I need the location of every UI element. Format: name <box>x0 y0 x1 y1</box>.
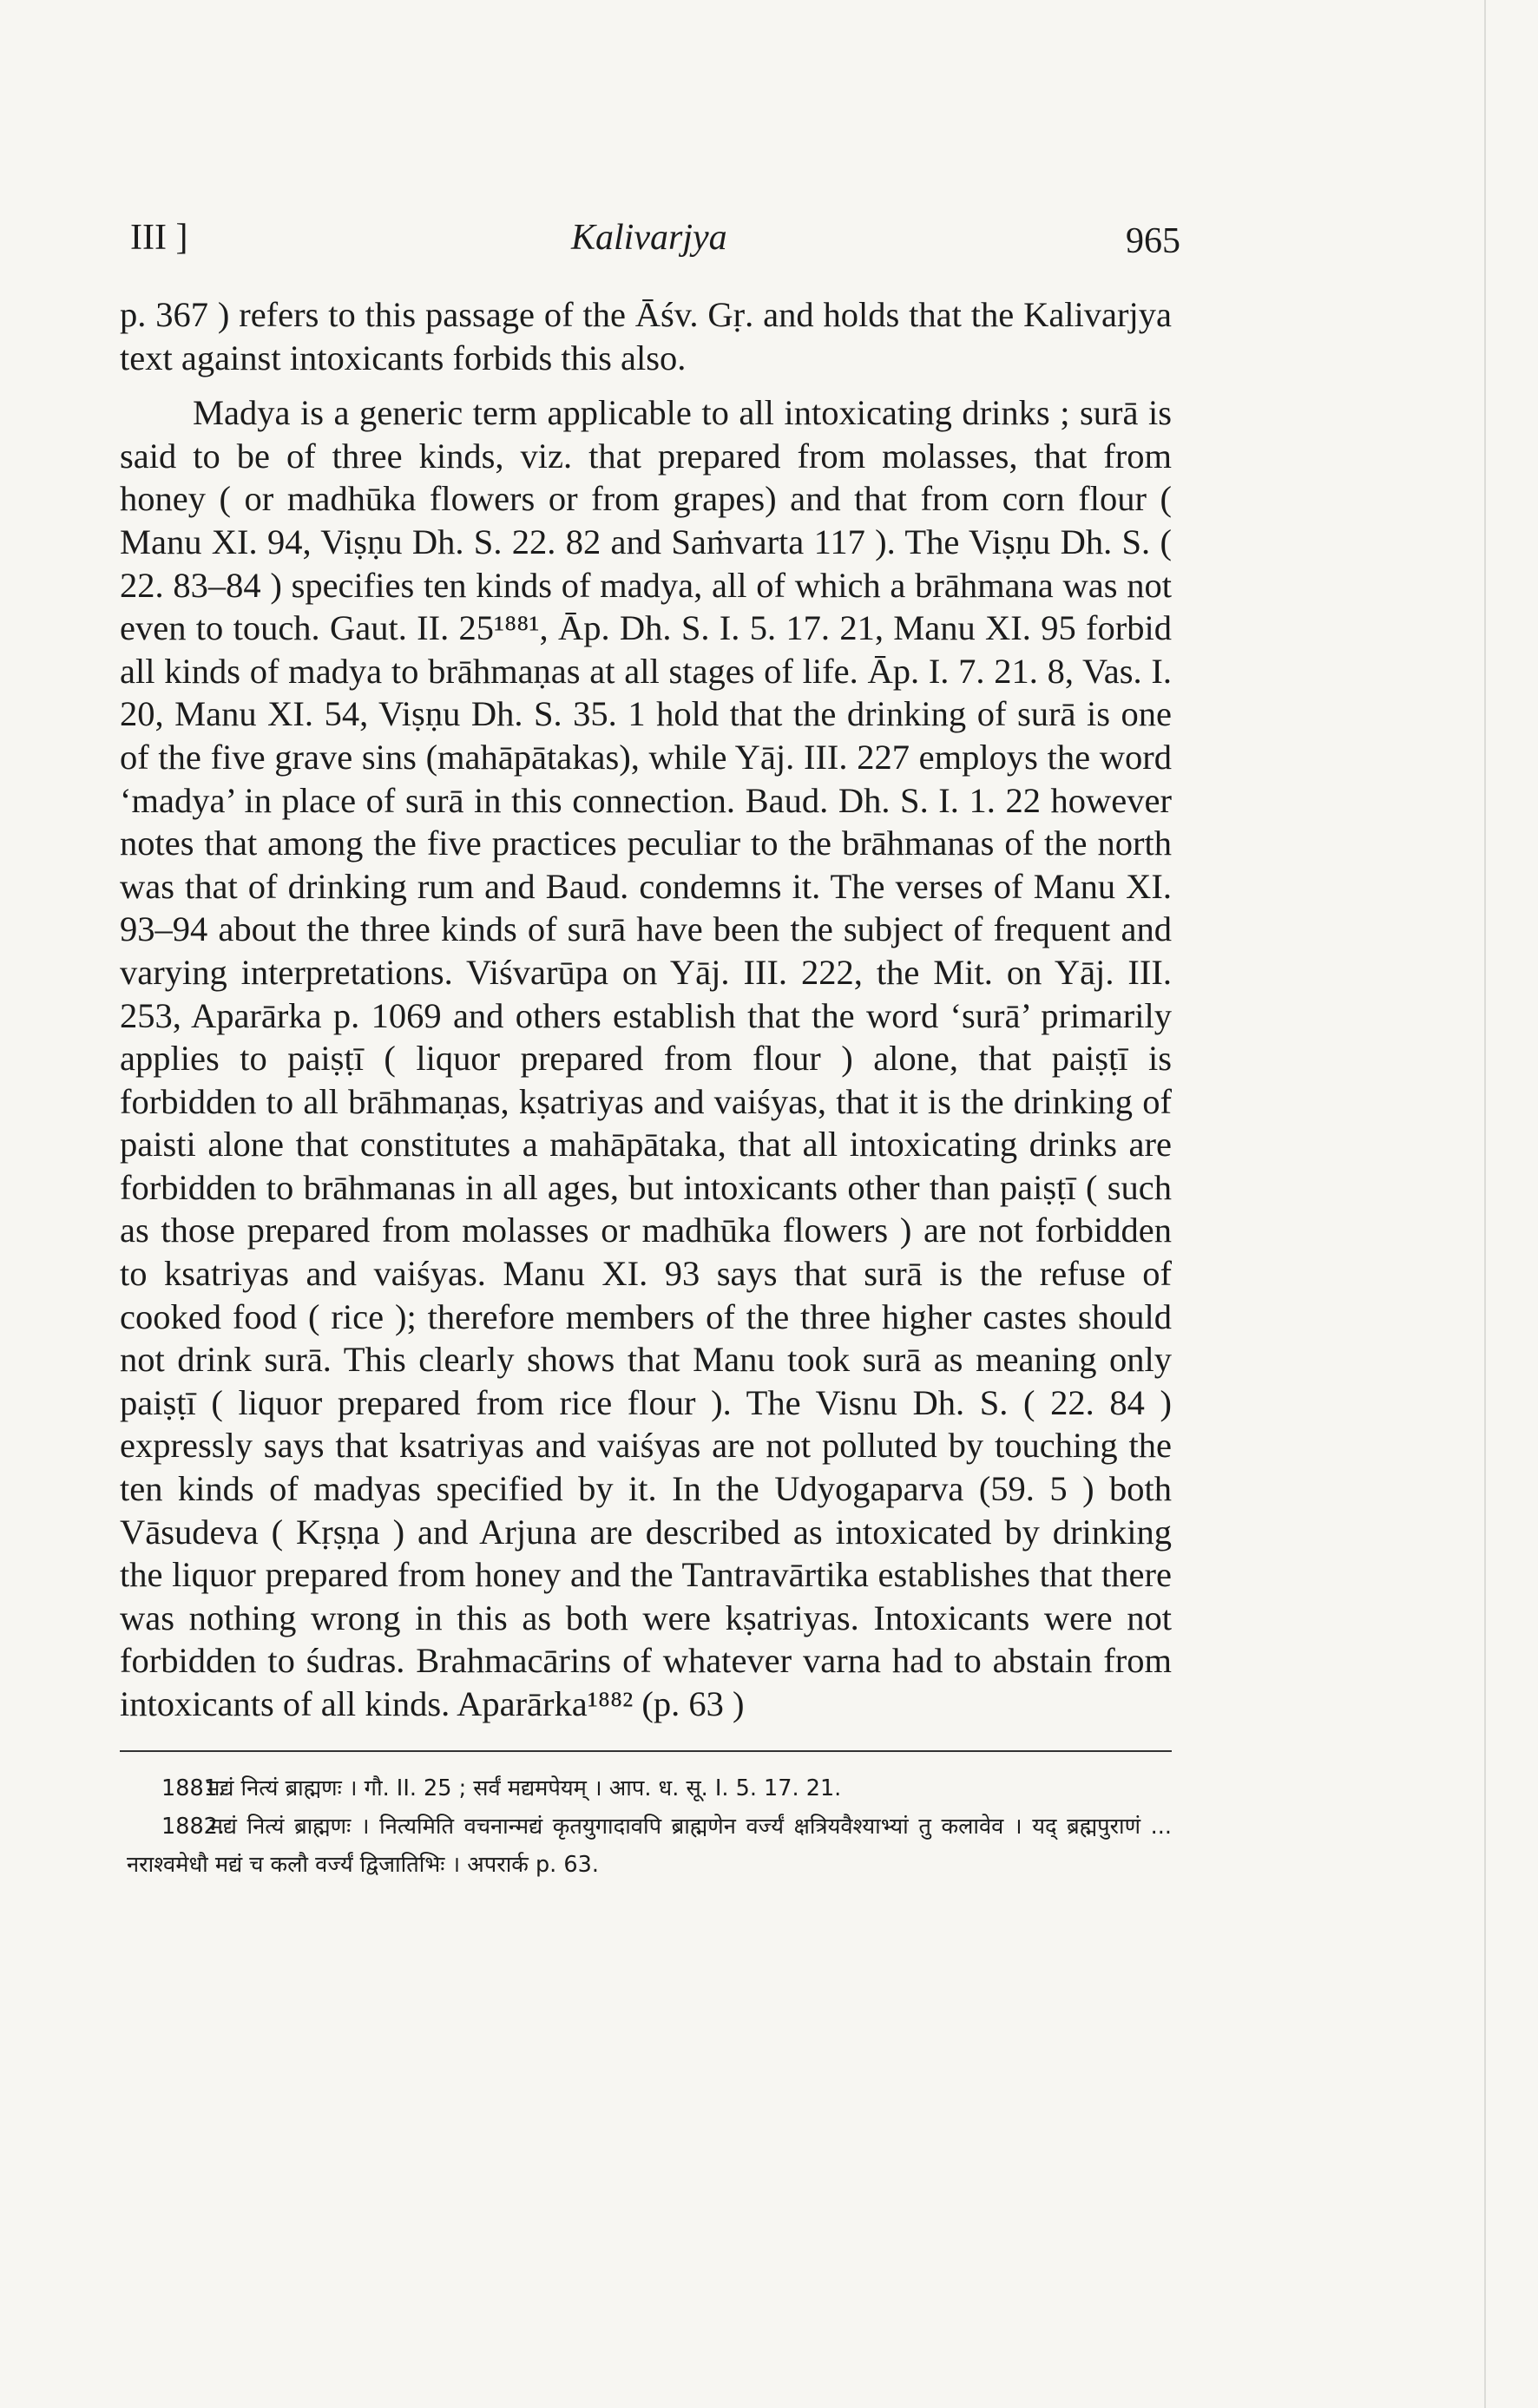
footnotes <box>120 1769 1172 1884</box>
footnote-text: मद्यं नित्यं ब्राह्मणः । नित्यमिति वचनान्मद्यं कृतयुगादावपि ब्राह्मणेन वर्ज्यं क्षत्रियवैश्याभ्यां तु कलावेव । यद् ब्रह्मपुराणं ... नराश्वमेधौ मद्यं च कलौ वर्ज्यं द्विजातिभिः । अपरार्क p. 63. <box>127 1813 1172 1878</box>
running-title: Kalivarjya <box>571 218 727 258</box>
paragraph-madya: Madya is a generic term applicable to all intoxicating drinks ; surā is said to be of three kinds, viz. that prepared from molasses, that from honey ( or madhūka flowers or from grapes) and that from corn flour ( Manu XI. 94, Viṣṇu Dh. S. 22. 82 and Saṁvarta 117 ). The Viṣṇu Dh. S. ( 22. 83–84 ) specifies ten kinds of madya, all of which a brāhmana was not even to touch. Gaut. II. 25¹⁸⁸¹, Āp. Dh. S. I. 5. 17. 21, Manu XI. 95 forbid all kinds of madya to brāhmaṇas at all stages of life. Āp. I. 7. 21. 8, Vas. I. 20, Manu XI. 54, Viṣṇu Dh. S. 35. 1 hold that the drinking of surā is one of the five grave sins (mahāpātakas), while Yāj. III. 227 employs the word ‘madya’ in place of surā in this connection. Baud. Dh. S. I. 1. 22 however notes that among the five practices peculiar to the brāhmanas of the north was that of drinking rum and Baud. condemns it. The verses of Manu XI. 93–94 about the three kinds of surā have been the subject of frequent and varying interpretations. Viśvarūpa on Yāj. III. 222, the Mit. on Yāj. III. 253, Aparārka p. 1069 and others establish that the word ‘surā’ primarily applies to paiṣṭī ( liquor prepared from flour ) alone, that paiṣṭī is forbidden to all brāhmaṇas, kṣatriyas and vaiśyas, that it is the drinking of paisti alone that constitutes a mahāpātaka, that all intoxicating drinks are forbidden to brāhmanas in all ages, but intoxicants other than paiṣṭī ( such as those prepared from molasses or madhūka flowers ) are not forbidden to ksatriyas and vaiśyas. Manu XI. 93 says that surā is the refuse of cooked food ( rice ); therefore members of the three higher castes should not drink surā. This clearly shows that Manu took surā as meaning only paiṣṭī ( liquor prepared from rice flour ). The Visnu Dh. S. ( 22. 84 ) expressly says that ksatriyas and vaiśyas are not polluted by touching the ten kinds of madyas specified by it. In the Udyogaparva (59. 5 ) both Vāsudeva ( Kṛṣṇa ) and Arjuna are described as intoxicated by drinking the liquor prepared from honey and the Tantravārtika establishes that there was nothing wrong in this as both were kṣatriyas. Intoxicants were not forbidden to śudras. Brahmacārins of whatever varna had to abstain from intoxicants of all kinds. Aparārka¹⁸⁸² (p. 63 ) <box>120 393 1172 1723</box>
page-edge-line <box>1484 0 1486 2408</box>
footnote-number: 1881. <box>161 1775 226 1801</box>
book-page <box>120 217 1180 1884</box>
footnote-text: मद्यं नित्यं ब्राह्मणः । गौ. II. 25 ; सर्वं मद्यमपेयम् । आप. ध. सू. I. 5. 17. 21. <box>207 1775 842 1801</box>
footnote-rule <box>120 1750 1172 1752</box>
chapter-marker: III ] <box>130 218 188 258</box>
footnote-1882 <box>127 1808 1172 1884</box>
main-text <box>120 293 1172 1726</box>
page-number: 965 <box>1126 221 1180 261</box>
paragraph-continuation: p. 367 ) refers to this passage of the Āśv. Gṛ. and holds that the Kalivarjya text against intoxicants forbids this also. <box>120 295 1172 377</box>
running-header <box>120 217 1180 269</box>
footnote-1881 <box>127 1769 1172 1808</box>
footnote-number: 1882. <box>161 1813 226 1840</box>
